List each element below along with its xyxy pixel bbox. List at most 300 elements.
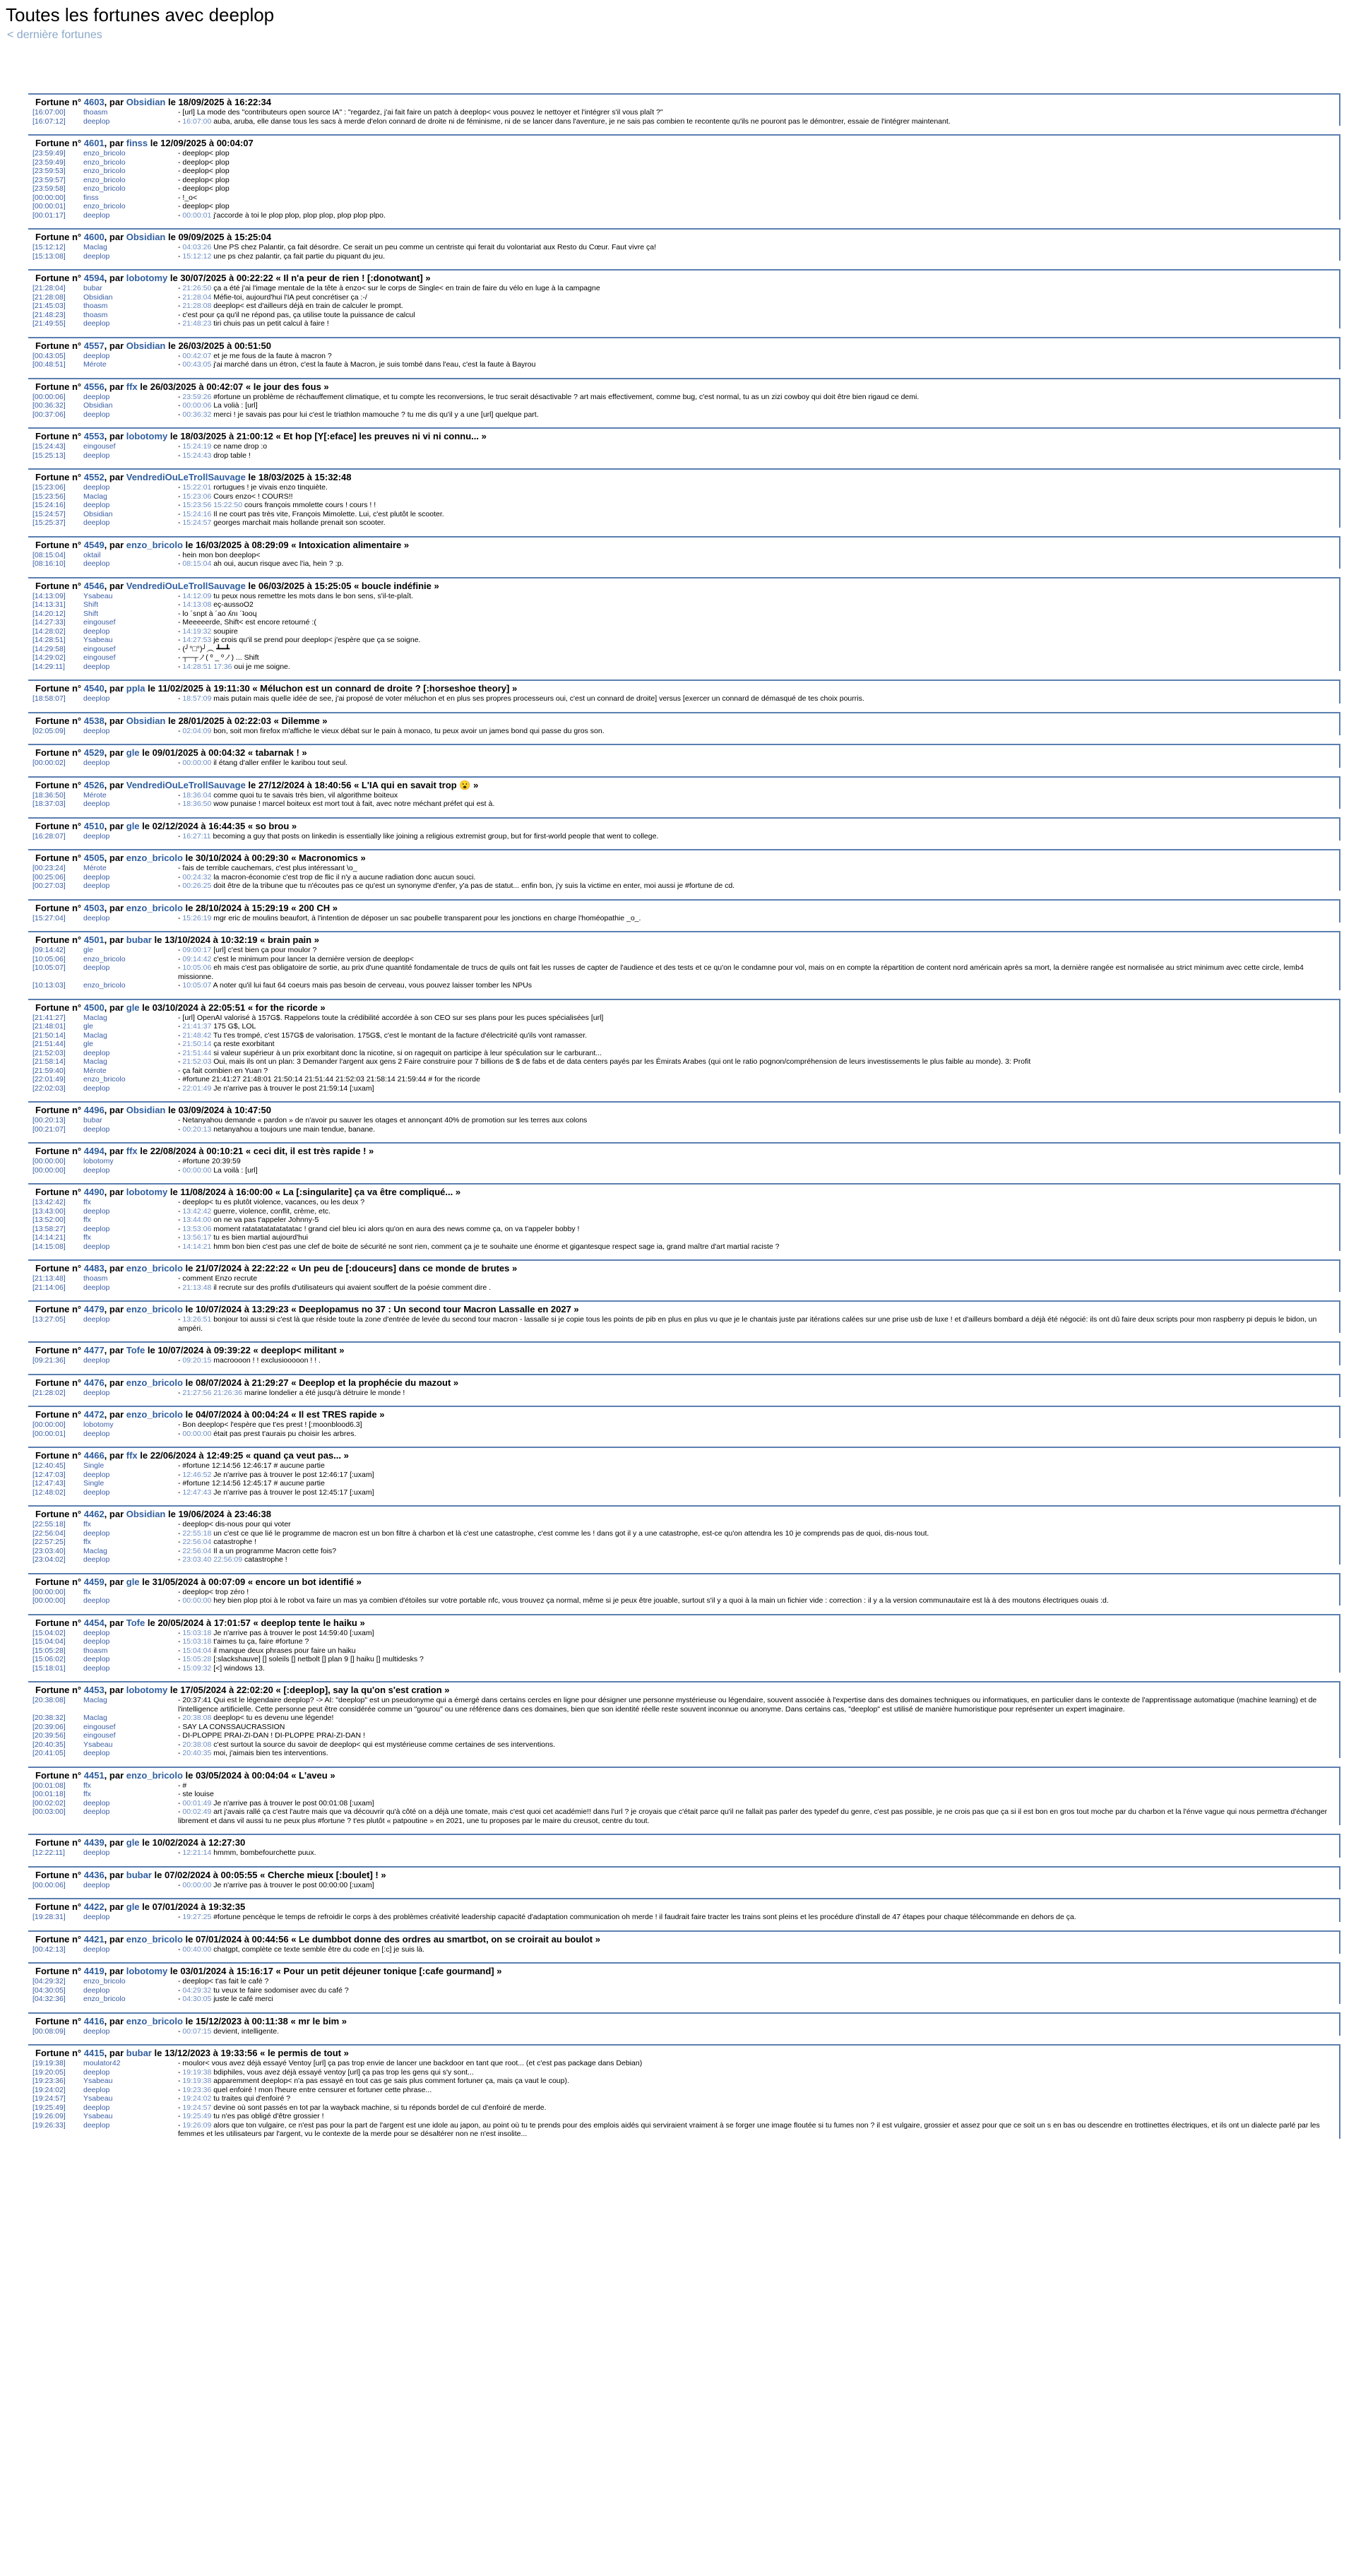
post-reference-time[interactable]: 00:00:06: [182, 401, 212, 410]
post-time[interactable]: [21:52:03]: [32, 1048, 66, 1057]
post-nick[interactable]: lobotomy: [83, 1420, 114, 1429]
post-time[interactable]: [14:20:12]: [32, 609, 66, 618]
post-time[interactable]: [13:27:05]: [32, 1315, 66, 1324]
post-reference-time[interactable]: 12:47:43: [182, 1488, 212, 1497]
post-nick[interactable]: gle: [83, 946, 94, 954]
post-reference-time[interactable]: 00:00:00: [182, 1880, 212, 1889]
fortune-number-link[interactable]: 4451: [83, 1769, 105, 1781]
post-nick[interactable]: enzo_bricolo: [83, 981, 126, 990]
post-nick[interactable]: ffx: [83, 1520, 91, 1529]
fortune-author-link[interactable]: enzo_bricolo: [126, 1933, 183, 1945]
post-time[interactable]: [21:41:27]: [32, 1013, 66, 1022]
post-reference-time[interactable]: 00:07:15: [182, 2026, 212, 2036]
post-time[interactable]: [00:37:06]: [32, 410, 66, 419]
post-reference-time[interactable]: 00:43:05: [182, 360, 212, 369]
post-time[interactable]: [09:21:36]: [32, 1356, 66, 1365]
post-nick[interactable]: deeplop: [83, 726, 110, 735]
fortune-author-link[interactable]: Obsidian: [126, 340, 166, 351]
post-nick[interactable]: Single: [83, 1461, 105, 1470]
fortune-author-link[interactable]: ffx: [126, 381, 138, 392]
post-nick[interactable]: Ysabeau: [83, 2094, 113, 2103]
post-reference-time[interactable]: 13:44:00: [182, 1216, 212, 1224]
post-time[interactable]: [20:39:56]: [32, 1731, 66, 1740]
post-reference-time[interactable]: 15:26:19: [182, 913, 212, 922]
post-time[interactable]: [08:16:10]: [32, 559, 66, 568]
post-time[interactable]: [14:13:09]: [32, 591, 66, 600]
post-reference-time[interactable]: 22:56:04: [182, 1538, 212, 1546]
post-time[interactable]: [22:56:04]: [32, 1529, 66, 1538]
post-reference-time[interactable]: 22:56:04: [182, 1546, 212, 1555]
post-time[interactable]: [23:59:49]: [32, 158, 66, 167]
post-reference-time[interactable]: 15:24:16: [182, 509, 212, 518]
post-reference-time[interactable]: 13:42:42: [182, 1206, 212, 1216]
post-time[interactable]: [10:05:06]: [32, 954, 66, 963]
post-time[interactable]: [20:38:32]: [32, 1714, 66, 1722]
post-time[interactable]: [15:18:01]: [32, 1663, 66, 1673]
post-nick[interactable]: Ysabeau: [83, 591, 113, 600]
post-time[interactable]: [00:36:32]: [32, 401, 66, 410]
post-nick[interactable]: deeplop: [83, 1986, 110, 1995]
fortune-author-link[interactable]: bubar: [126, 1869, 152, 1880]
fortune-number-link[interactable]: 4600: [83, 232, 105, 242]
post-reference-time[interactable]: 19:23:36: [182, 2085, 212, 2094]
post-reference-time[interactable]: 09:00:17: [182, 946, 212, 954]
post-nick[interactable]: enzo_bricolo: [83, 167, 126, 175]
post-nick[interactable]: Mérote: [83, 864, 107, 872]
post-time[interactable]: [14:29:11]: [32, 662, 65, 671]
post-time[interactable]: [00:48:51]: [32, 360, 66, 369]
post-nick[interactable]: ffx: [83, 1198, 91, 1206]
post-reference-time[interactable]: 15:09:32: [182, 1663, 212, 1673]
fortune-author-link[interactable]: finss: [126, 138, 148, 148]
post-nick[interactable]: deeplop: [83, 1628, 110, 1637]
post-nick[interactable]: ffx: [83, 1538, 91, 1546]
post-time[interactable]: [12:47:43]: [32, 1479, 66, 1488]
fortune-number-link[interactable]: 4479: [83, 1304, 105, 1314]
fortune-author-link[interactable]: enzo_bricolo: [126, 1769, 183, 1781]
post-reference-time[interactable]: 16:07:00: [182, 117, 212, 126]
post-nick[interactable]: eingousef: [83, 618, 116, 627]
post-nick[interactable]: deeplop: [83, 1848, 110, 1857]
post-time[interactable]: [15:23:06]: [32, 483, 66, 492]
fortune-number-link[interactable]: 4603: [83, 97, 105, 107]
post-nick[interactable]: deeplop: [83, 2085, 110, 2094]
post-reference-time[interactable]: 14:19:32: [182, 627, 212, 636]
post-nick[interactable]: enzo_bricolo: [83, 184, 126, 193]
fortune-number-link[interactable]: 4477: [83, 1345, 105, 1355]
post-time[interactable]: [15:27:04]: [32, 913, 66, 922]
post-time[interactable]: [12:40:45]: [32, 1461, 66, 1470]
post-reference-time[interactable]: 13:53:06: [182, 1224, 212, 1233]
post-time[interactable]: [15:24:57]: [32, 509, 66, 518]
post-time[interactable]: [00:25:06]: [32, 872, 66, 882]
post-reference-time[interactable]: 21:50:14: [182, 1040, 212, 1048]
post-nick[interactable]: deeplop: [83, 1880, 110, 1889]
fortune-number-link[interactable]: 4549: [83, 539, 105, 550]
fortune-number-link[interactable]: 4415: [83, 2048, 105, 2058]
post-time[interactable]: [00:27:03]: [32, 882, 66, 890]
post-time[interactable]: [00:01:18]: [32, 1790, 66, 1798]
post-time[interactable]: [15:12:12]: [32, 243, 66, 251]
post-time[interactable]: [21:50:14]: [32, 1031, 66, 1040]
post-time[interactable]: [21:48:23]: [32, 310, 66, 319]
post-reference-time[interactable]: 20:40:35: [182, 1749, 212, 1757]
post-time[interactable]: [12:47:03]: [32, 1470, 66, 1479]
fortune-author-link[interactable]: lobotomy: [126, 273, 168, 283]
post-nick[interactable]: eingousef: [83, 1722, 116, 1731]
post-time[interactable]: [14:28:51]: [32, 636, 66, 644]
post-reference-time[interactable]: 15:24:57: [182, 518, 212, 527]
post-nick[interactable]: deeplop: [83, 1470, 110, 1479]
fortune-author-link[interactable]: lobotomy: [126, 1187, 168, 1197]
post-nick[interactable]: Shift: [83, 609, 99, 618]
post-reference-time[interactable]: 14:28:51 17:36: [182, 662, 232, 671]
post-time[interactable]: [00:00:06]: [32, 1880, 66, 1889]
post-reference-time[interactable]: 19:24:57: [182, 2103, 212, 2112]
post-nick[interactable]: Ysabeau: [83, 2077, 113, 2085]
fortune-author-link[interactable]: Obsidian: [126, 1509, 166, 1519]
post-nick[interactable]: enzo_bricolo: [83, 1977, 126, 1986]
fortune-number-link[interactable]: 4594: [83, 273, 105, 283]
post-time[interactable]: [04:30:05]: [32, 1986, 66, 1995]
fortune-author-link[interactable]: lobotomy: [126, 1966, 168, 1976]
fortune-author-link[interactable]: Tofe: [126, 1345, 145, 1355]
fortune-author-link[interactable]: lobotomy: [126, 431, 168, 441]
post-reference-time[interactable]: 21:48:42: [182, 1031, 212, 1040]
fortune-author-link[interactable]: VendrediOuLeTrollSauvage: [126, 779, 246, 790]
post-time[interactable]: [15:25:13]: [32, 451, 66, 460]
fortune-author-link[interactable]: lobotomy: [126, 1685, 168, 1695]
post-time[interactable]: [15:04:04]: [32, 1637, 66, 1646]
post-nick[interactable]: deeplop: [83, 1808, 110, 1816]
post-nick[interactable]: ffx: [83, 1587, 91, 1596]
post-nick[interactable]: Single: [83, 1479, 105, 1488]
post-nick[interactable]: moulator42: [83, 2059, 121, 2067]
post-time[interactable]: [15:13:08]: [32, 251, 66, 261]
post-reference-time[interactable]: 00:01:49: [182, 1798, 212, 1808]
fortune-number-link[interactable]: 4490: [83, 1187, 105, 1197]
post-reference-time[interactable]: 00:24:32: [182, 872, 212, 882]
post-time[interactable]: [19:26:09]: [32, 2112, 66, 2120]
post-reference-time[interactable]: 00:00:00: [182, 1429, 212, 1438]
post-reference-time[interactable]: 00:00:01: [182, 210, 212, 220]
post-nick[interactable]: thoasm: [83, 310, 108, 319]
post-nick[interactable]: thoasm: [83, 1646, 108, 1655]
post-time[interactable]: [19:25:49]: [32, 2103, 66, 2112]
post-reference-time[interactable]: 00:00:00: [182, 759, 212, 767]
post-time[interactable]: [16:07:12]: [32, 117, 66, 126]
post-time[interactable]: [13:58:27]: [32, 1224, 66, 1233]
post-nick[interactable]: deeplop: [83, 1356, 110, 1365]
post-nick[interactable]: finss: [83, 193, 99, 202]
fortune-author-link[interactable]: VendrediOuLeTrollSauvage: [126, 580, 246, 591]
post-reference-time[interactable]: 13:56:17: [182, 1233, 212, 1242]
post-nick[interactable]: deeplop: [83, 1084, 110, 1093]
fortune-author-link[interactable]: ffx: [126, 1450, 138, 1461]
post-nick[interactable]: bubar: [83, 1116, 102, 1124]
post-reference-time[interactable]: 21:52:03: [182, 1057, 212, 1066]
post-time[interactable]: [08:15:04]: [32, 550, 66, 559]
post-nick[interactable]: deeplop: [83, 210, 110, 220]
post-time[interactable]: [00:00:00]: [32, 1596, 66, 1605]
post-time[interactable]: [15:25:37]: [32, 518, 66, 527]
post-nick[interactable]: deeplop: [83, 1798, 110, 1808]
post-reference-time[interactable]: 14:13:08: [182, 600, 212, 609]
fortune-number-link[interactable]: 4496: [83, 1105, 105, 1115]
post-time[interactable]: [23:59:57]: [32, 175, 66, 184]
post-nick[interactable]: deeplop: [83, 1913, 110, 1921]
fortune-author-link[interactable]: gle: [126, 820, 140, 831]
post-nick[interactable]: deeplop: [83, 759, 110, 767]
post-nick[interactable]: deeplop: [83, 1663, 110, 1673]
post-time[interactable]: [14:29:58]: [32, 644, 66, 653]
post-time[interactable]: [04:32:36]: [32, 1995, 66, 2003]
post-reference-time[interactable]: 15:24:43: [182, 451, 212, 460]
back-link[interactable]: < dernière fortunes: [7, 29, 102, 41]
post-time[interactable]: [14:27:33]: [32, 618, 66, 627]
post-reference-time[interactable]: 21:26:50: [182, 284, 212, 292]
fortune-number-link[interactable]: 4472: [83, 1409, 105, 1420]
post-time[interactable]: [22:55:18]: [32, 1520, 66, 1529]
post-reference-time[interactable]: 21:13:48: [182, 1283, 212, 1292]
post-nick[interactable]: deeplop: [83, 1165, 110, 1175]
post-time[interactable]: [00:20:13]: [32, 1116, 66, 1124]
post-time[interactable]: [13:52:00]: [32, 1216, 66, 1224]
fortune-author-link[interactable]: enzo_bricolo: [126, 539, 183, 550]
fortune-number-link[interactable]: 4556: [83, 381, 105, 392]
post-nick[interactable]: eingousef: [83, 653, 116, 662]
fortune-author-link[interactable]: enzo_bricolo: [126, 853, 183, 863]
post-time[interactable]: [21:48:01]: [32, 1022, 66, 1031]
fortune-author-link[interactable]: Obsidian: [126, 97, 166, 107]
fortune-author-link[interactable]: enzo_bricolo: [126, 1304, 183, 1314]
post-reference-time[interactable]: 04:29:32: [182, 1986, 212, 1995]
post-nick[interactable]: deeplop: [83, 319, 110, 328]
post-reference-time[interactable]: 15:03:18: [182, 1628, 212, 1637]
post-nick[interactable]: Maclag: [83, 1546, 107, 1555]
post-time[interactable]: [20:39:06]: [32, 1722, 66, 1731]
post-nick[interactable]: enzo_bricolo: [83, 175, 126, 184]
post-time[interactable]: [00:03:00]: [32, 1808, 66, 1816]
fortune-author-link[interactable]: bubar: [126, 2048, 152, 2058]
post-time[interactable]: [10:13:03]: [32, 981, 66, 990]
fortune-number-link[interactable]: 4553: [83, 431, 105, 441]
fortune-number-link[interactable]: 4538: [83, 715, 105, 726]
post-nick[interactable]: enzo_bricolo: [83, 1995, 126, 2003]
post-time[interactable]: [21:45:03]: [32, 302, 66, 310]
post-reference-time[interactable]: 22:55:18: [182, 1529, 212, 1538]
post-time[interactable]: [00:01:08]: [32, 1781, 66, 1790]
post-time[interactable]: [15:24:43]: [32, 442, 66, 451]
post-nick[interactable]: deeplop: [83, 451, 110, 460]
post-reference-time[interactable]: 10:05:06: [182, 963, 212, 972]
fortune-number-link[interactable]: 4421: [83, 1933, 105, 1945]
post-nick[interactable]: deeplop: [83, 800, 110, 808]
fortune-number-link[interactable]: 4436: [83, 1869, 105, 1880]
fortune-author-link[interactable]: VendrediOuLeTrollSauvage: [126, 472, 246, 482]
post-time[interactable]: [00:00:06]: [32, 392, 66, 401]
post-nick[interactable]: gle: [83, 1040, 94, 1048]
post-time[interactable]: [21:51:44]: [32, 1040, 66, 1048]
post-time[interactable]: [16:28:07]: [32, 831, 66, 841]
post-nick[interactable]: ffx: [83, 1216, 91, 1224]
post-reference-time[interactable]: 04:30:05: [182, 1995, 212, 2003]
post-reference-time[interactable]: 21:28:08: [182, 302, 212, 310]
post-nick[interactable]: deeplop: [83, 1488, 110, 1497]
fortune-number-link[interactable]: 4476: [83, 1377, 105, 1388]
post-nick[interactable]: deeplop: [83, 1124, 110, 1134]
fortune-number-link[interactable]: 4557: [83, 340, 105, 351]
post-reference-time[interactable]: 21:48:23: [182, 319, 212, 328]
post-time[interactable]: [19:19:38]: [32, 2059, 66, 2067]
post-time[interactable]: [14:15:08]: [32, 1242, 66, 1251]
post-reference-time[interactable]: 00:26:25: [182, 882, 212, 890]
post-nick[interactable]: deeplop: [83, 1224, 110, 1233]
post-reference-time[interactable]: 19:19:38: [182, 2077, 212, 2085]
post-nick[interactable]: oktail: [83, 550, 101, 559]
post-nick[interactable]: Maclag: [83, 1013, 107, 1022]
post-time[interactable]: [00:21:07]: [32, 1124, 66, 1134]
post-time[interactable]: [23:04:02]: [32, 1555, 66, 1564]
post-time[interactable]: [10:05:07]: [32, 963, 66, 972]
post-nick[interactable]: Ysabeau: [83, 2112, 113, 2120]
post-time[interactable]: [14:29:02]: [32, 653, 66, 662]
post-nick[interactable]: eingousef: [83, 442, 116, 451]
fortune-author-link[interactable]: gle: [126, 747, 140, 758]
post-nick[interactable]: Shift: [83, 600, 99, 609]
post-nick[interactable]: deeplop: [83, 913, 110, 922]
post-reference-time[interactable]: 00:02:49: [182, 1808, 212, 1816]
post-time[interactable]: [12:48:02]: [32, 1488, 66, 1497]
post-reference-time[interactable]: 19:19:38: [182, 2067, 212, 2077]
post-nick[interactable]: deeplop: [83, 117, 110, 126]
post-reference-time[interactable]: 21:51:44: [182, 1048, 212, 1057]
post-time[interactable]: [12:22:11]: [32, 1848, 65, 1857]
post-reference-time[interactable]: 15:23:56 15:22:50: [182, 501, 243, 509]
post-reference-time[interactable]: 15:22:01: [182, 483, 212, 492]
fortune-number-link[interactable]: 4510: [83, 820, 105, 831]
post-nick[interactable]: deeplop: [83, 392, 110, 401]
fortune-author-link[interactable]: Tofe: [126, 1617, 145, 1628]
fortune-author-link[interactable]: enzo_bricolo: [126, 1263, 183, 1274]
post-time[interactable]: [23:59:53]: [32, 167, 66, 175]
post-reference-time[interactable]: 15:03:18: [182, 1637, 212, 1646]
post-reference-time[interactable]: 12:46:52: [182, 1470, 212, 1479]
post-nick[interactable]: deeplop: [83, 662, 110, 671]
post-nick[interactable]: deeplop: [83, 1206, 110, 1216]
post-nick[interactable]: deeplop: [83, 2067, 110, 2077]
post-time[interactable]: [15:04:02]: [32, 1628, 66, 1637]
post-time[interactable]: [09:14:42]: [32, 946, 66, 954]
fortune-number-link[interactable]: 4454: [83, 1617, 105, 1628]
post-reference-time[interactable]: 08:15:04: [182, 559, 212, 568]
post-nick[interactable]: thoasm: [83, 1274, 108, 1283]
post-nick[interactable]: Obsidian: [83, 401, 113, 410]
post-time[interactable]: [23:03:40]: [32, 1546, 66, 1555]
post-reference-time[interactable]: 23:59:26: [182, 392, 212, 401]
post-reference-time[interactable]: 02:04:09: [182, 726, 212, 735]
post-nick[interactable]: deeplop: [83, 251, 110, 261]
post-reference-time[interactable]: 20:38:08: [182, 1714, 212, 1722]
post-reference-time[interactable]: 15:24:19: [182, 442, 212, 451]
post-reference-time[interactable]: 09:20:15: [182, 1356, 212, 1365]
post-nick[interactable]: Maclag: [83, 1696, 107, 1704]
post-nick[interactable]: ffx: [83, 1781, 91, 1790]
fortune-number-link[interactable]: 4503: [83, 902, 105, 913]
post-nick[interactable]: Maclag: [83, 243, 107, 251]
fortune-number-link[interactable]: 4546: [83, 580, 105, 591]
post-time[interactable]: [19:24:57]: [32, 2094, 66, 2103]
post-time[interactable]: [19:26:33]: [32, 2120, 66, 2130]
post-nick[interactable]: deeplop: [83, 1555, 110, 1564]
post-reference-time[interactable]: 15:12:12: [182, 251, 212, 261]
post-time[interactable]: [00:00:01]: [32, 202, 66, 210]
fortune-number-link[interactable]: 4453: [83, 1685, 105, 1695]
post-nick[interactable]: deeplop: [83, 1637, 110, 1646]
fortune-number-link[interactable]: 4459: [83, 1576, 105, 1587]
post-time[interactable]: [00:43:05]: [32, 351, 66, 360]
post-reference-time[interactable]: 12:21:14: [182, 1848, 212, 1857]
fortune-number-link[interactable]: 4540: [83, 683, 105, 694]
post-time[interactable]: [19:23:36]: [32, 2077, 66, 2085]
post-nick[interactable]: deeplop: [83, 1596, 110, 1605]
post-time[interactable]: [14:14:21]: [32, 1233, 66, 1242]
post-time[interactable]: [21:28:02]: [32, 1388, 66, 1397]
post-nick[interactable]: thoasm: [83, 108, 108, 117]
post-nick[interactable]: Mérote: [83, 360, 107, 369]
post-reference-time[interactable]: 04:03:26: [182, 243, 212, 251]
post-nick[interactable]: deeplop: [83, 1749, 110, 1757]
fortune-number-link[interactable]: 4601: [83, 138, 105, 148]
fortune-author-link[interactable]: gle: [126, 1901, 140, 1912]
post-time[interactable]: [18:58:07]: [32, 694, 66, 703]
post-time[interactable]: [15:05:28]: [32, 1646, 66, 1655]
post-time[interactable]: [00:08:09]: [32, 2026, 66, 2036]
post-time[interactable]: [19:24:02]: [32, 2085, 66, 2094]
fortune-author-link[interactable]: enzo_bricolo: [126, 2015, 183, 2026]
post-nick[interactable]: deeplop: [83, 1429, 110, 1438]
post-nick[interactable]: deeplop: [83, 882, 110, 890]
post-time[interactable]: [15:23:56]: [32, 492, 66, 501]
fortune-author-link[interactable]: gle: [126, 1576, 140, 1587]
post-time[interactable]: [00:00:00]: [32, 1587, 66, 1596]
post-nick[interactable]: bubar: [83, 284, 102, 292]
post-reference-time[interactable]: 19:27:25: [182, 1913, 212, 1921]
fortune-author-link[interactable]: gle: [126, 1002, 140, 1013]
post-time[interactable]: [22:02:03]: [32, 1084, 66, 1093]
fortune-author-link[interactable]: enzo_bricolo: [126, 1377, 183, 1388]
fortune-number-link[interactable]: 4462: [83, 1509, 105, 1519]
post-nick[interactable]: Ysabeau: [83, 1740, 113, 1749]
post-nick[interactable]: Maclag: [83, 1031, 107, 1040]
post-reference-time[interactable]: 19:26:09: [182, 2120, 212, 2130]
post-time[interactable]: [00:00:01]: [32, 1429, 66, 1438]
post-reference-time[interactable]: 18:57:09: [182, 694, 212, 703]
post-nick[interactable]: deeplop: [83, 559, 110, 568]
post-nick[interactable]: Maclag: [83, 1057, 107, 1066]
post-nick[interactable]: deeplop: [83, 694, 110, 703]
post-nick[interactable]: Obsidian: [83, 509, 113, 518]
fortune-number-link[interactable]: 4416: [83, 2015, 105, 2026]
post-nick[interactable]: enzo_bricolo: [83, 158, 126, 167]
post-time[interactable]: [19:28:31]: [32, 1913, 66, 1921]
post-nick[interactable]: deeplop: [83, 872, 110, 882]
fortune-author-link[interactable]: bubar: [126, 934, 152, 945]
fortune-author-link[interactable]: enzo_bricolo: [126, 902, 183, 913]
fortune-number-link[interactable]: 4483: [83, 1263, 105, 1274]
fortune-author-link[interactable]: Obsidian: [126, 715, 166, 726]
post-reference-time[interactable]: 18:36:50: [182, 800, 212, 808]
